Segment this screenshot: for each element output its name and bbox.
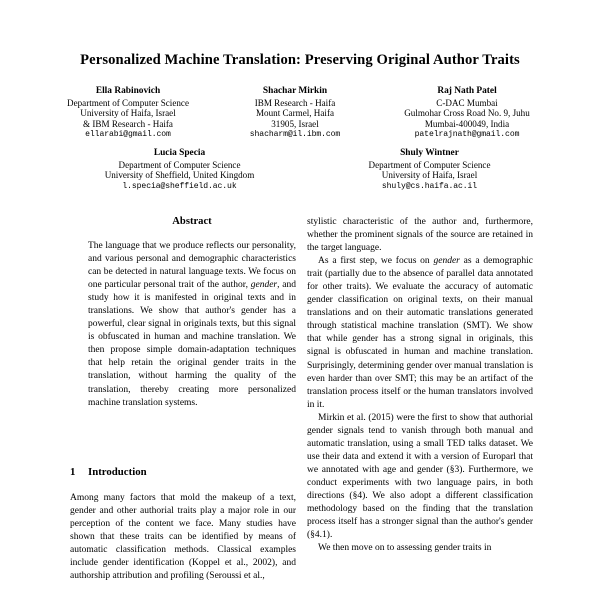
section-1-heading [70,466,296,478]
author-email[interactable]: l.specia@sheffield.ac.uk [122,181,237,191]
page-title: Personalized Machine Translation: Preserving Original Author Traits [80,52,520,68]
author-block-shachar-mirkin [220,86,370,140]
author-affiliation-line: 31905, Israel [271,118,319,129]
abstract-heading: Abstract [172,216,212,227]
author-affiliation-line: University of Haifa, Israel [80,108,176,119]
abstract-italic-gender: gender [250,280,278,291]
abstract-text-part-2: , and study how it is manifested in original texts and in translations. We show that author's gender has a powerful, clear signal in originals texts, but this signal is obfuscated in human and machine translation. We then propose simple domain-adaptation techniques that help retain the original gender traits in the translation, without harming the quality of the translation, thereby creating more personalized machine translation systems. [88,280,296,408]
abstract-text-part-1: The language that we produce reflects our personality, and various personal and demographic characteristics can be detected in natural language texts. We focus on one particular personal trait of the author, [88,241,296,291]
body-paragraph: Mirkin et al. (2015) were the first to show that authorial gender signals tend to vanish through both manual and automatic translation, using a small TED talks dataset. We use their data and extend it with a version of Europarl that we annotated with age and gender (§3). Furthermore, we conduct experiments with two language pairs, in both directions (§4). We also adopt a different classification methodology based on the finding that the translation process itself has a stronger signal than the author's gender (§4.1). [307,412,533,541]
author-affiliation-line: C-DAC Mumbai [436,97,498,108]
author-affiliation-line: Department of Computer Science [67,97,189,108]
author-name: Ella Rabinovich [95,86,161,96]
author-affiliation-line: Department of Computer Science [118,159,241,170]
author-block-shuly-wintner [327,148,532,191]
author-affiliation-line: University of Haifa, Israel [381,170,478,181]
author-email[interactable]: patelrajnath@gmail.com [414,130,520,140]
abstract-body [88,240,296,410]
author-block-lucia-specia [72,148,287,191]
section-1-body [70,492,296,583]
author-block-raj-nath-patel [374,86,560,140]
author-affiliation-line: Department of Computer Science [368,159,491,170]
body-paragraph [307,255,533,412]
section-1-number: 1 [70,466,76,478]
author-affiliation-line: Mount Carmel, Haifa [255,108,335,119]
author-email[interactable]: shuly@cs.haifa.ac.il [381,181,478,191]
author-affiliation-line: Mumbai-400049, India [424,118,510,129]
authors-row-2 [72,148,532,191]
author-name: Shachar Mirkin [262,86,328,96]
author-email[interactable]: ellarabi@gmail.com [85,130,171,140]
section-1-title: Introduction [88,466,147,478]
author-name: Lucia Specia [153,148,206,158]
author-affiliation-line: IBM Research - Haifa [254,97,336,108]
author-name: Shuly Wintner [400,148,459,158]
author-name: Raj Nath Patel [437,86,497,96]
body-paragraph: We then move on to assessing gender traits in [318,543,492,554]
body-paragraph: Among many factors that mold the makeup of a text, gender and other authorial traits play a major role in our perception of the content we face. Many studies have shown that these traits can be identified by means of automatic classification methods. Classical examples include gender identification (Koppel et al., 2002), and authorship attribution and profiling (Seroussi et al., [70,493,296,582]
authors-row-1 [40,86,560,140]
right-column [307,216,533,555]
author-email[interactable]: shacharm@il.ibm.com [249,130,341,140]
author-affiliation-line: Gulmohar Cross Road No. 9, Juhu [404,108,530,119]
author-affiliation-line: & IBM Research - Haifa [83,118,173,129]
right-text-part-2: as a demographic trait (partially due to the absence of parallel data annotated for other traits). We evaluate the accuracy of automatic gender classification on original texts, on their manual translations and on their automatic translations generated through statistical machine translation (SMT). We show that while gender has a strong signal in originals, this signal is obfuscated in human and machine translation. Surprisingly, determining gender over manual translation is even harder than over SMT; this may be an artifact of the translation process itself or the human translators involved in it. [307,256,534,410]
abstract-paragraph [88,240,296,410]
author-affiliation-line: University of Sheffield, United Kingdom [104,170,255,181]
right-italic-gender: gender [433,256,460,267]
right-text-part-1: As a first step, we focus on [318,256,434,267]
body-paragraph-continued: stylistic characteristic of the author and, furthermore, whether the prominent signals of the source are retained in the target language. [307,217,533,254]
author-block-ella-rabinovich [40,86,216,140]
